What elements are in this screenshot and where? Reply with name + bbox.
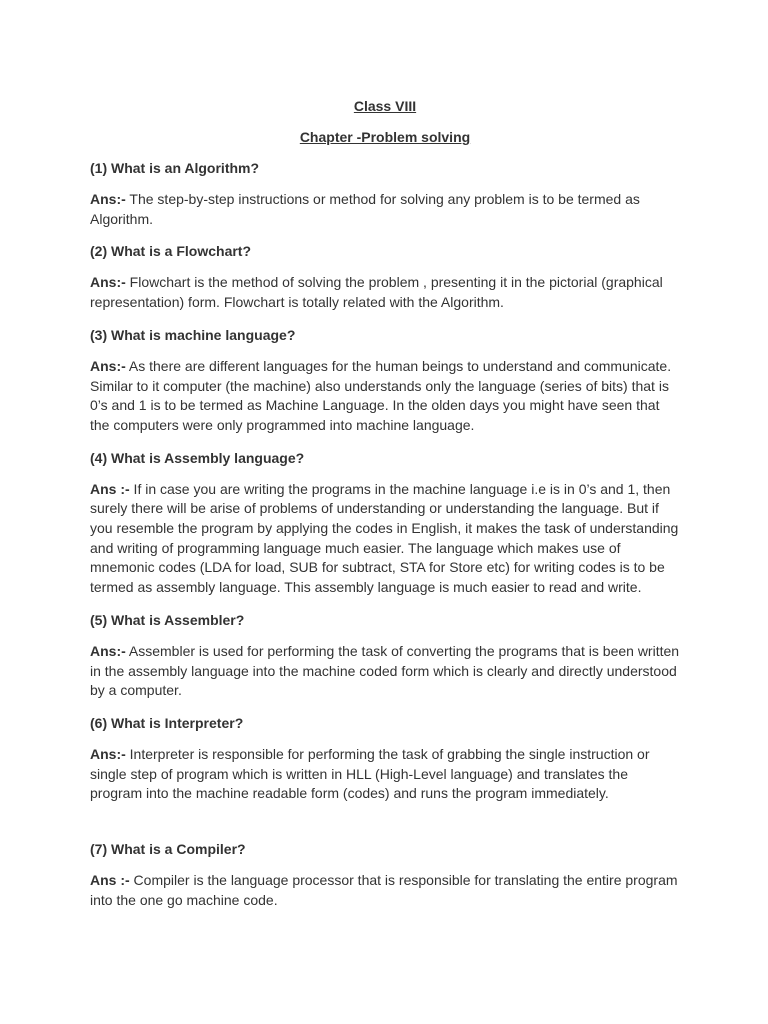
question-text: (1) What is an Algorithm?: [90, 160, 260, 176]
answer-body: Assembler is used for performing the task of converting the programs that is been written in the assembly language into the machine coded form which is clearly and directly understood by a computer.: [90, 642, 680, 699]
document-page: [90, 96, 680, 922]
chapter-title: Chapter -Problem solving: [299, 129, 471, 145]
blank-line: [90, 816, 680, 839]
question-text: (5) What is Assembler?: [90, 611, 245, 628]
answer-prefix: Ans:-: [90, 274, 126, 291]
qa-item-1: [90, 158, 680, 229]
answer-text: [90, 480, 680, 598]
question-text: (6) What is Interpreter?: [90, 714, 244, 731]
answer-prefix: Ans:-: [90, 745, 126, 762]
question-text: (4) What is Assembly language?: [90, 449, 305, 466]
answer-body: The step-by-step instructions or method for solving any problem is to be termed as Algorithm.: [90, 191, 640, 227]
answer-body: Flowchart is the method of solving the problem , presenting it in the pictorial (graphical representation) form. Flowchart is totally related with the Algorithm.: [90, 274, 663, 311]
class-title: Class VIII: [353, 98, 417, 114]
answer-text: [90, 871, 680, 910]
qa-item-5: [90, 610, 680, 701]
answer-text: [90, 745, 680, 804]
qa-item-7: [90, 839, 680, 910]
answer-text: [90, 273, 680, 312]
answer-prefix: Ans:-: [90, 357, 126, 374]
qa-item-6: [90, 713, 680, 804]
answer-body: As there are different languages for the human beings to understand and communicate. Similar to it computer (the machine) also understands only the language (series of bits) that is 0’s and 1 is to be termed as Machine Language. In the olden days you might have seen that the computers were only programmed into machine language.: [90, 357, 672, 433]
qa-item-3: [90, 325, 680, 436]
answer-body: If in case you are writing the programs in the machine language i.e is in 0’s and 1, then surely there will be arise of problems of understanding or understanding the language. But if you resemble the program by applying the codes in English, it makes the task of understanding and writing of programming language much easier. The language which makes use of mnemonic codes (LDA for load, SUB for subtract, STA for Store etc) for writing codes is to be termed as assembly language. This assembly language is much easier to read and write.: [90, 480, 679, 596]
qa-item-2: [90, 241, 680, 312]
answer-prefix: Ans :-: [90, 872, 130, 889]
answer-text: [90, 642, 680, 701]
answer-prefix: Ans:-: [90, 191, 126, 207]
question-text: (3) What is machine language?: [90, 326, 296, 343]
answer-body: Interpreter is responsible for performing the task of grabbing the single instruction or single step of program which is written in HLL (High-Level language) and translates the program into the machine readable form (codes) and runs the program immediately.: [90, 745, 650, 802]
question-text: (7) What is a Compiler?: [90, 841, 246, 858]
answer-prefix: Ans :-: [90, 480, 130, 497]
answer-text: [90, 190, 680, 229]
answer-prefix: Ans:-: [90, 642, 126, 659]
question-text: (2) What is a Flowchart?: [90, 243, 252, 260]
answer-text: [90, 357, 680, 436]
answer-body: Compiler is the language processor that is responsible for translating the entire program into the one go machine code.: [90, 872, 678, 908]
qa-item-4: [90, 448, 680, 598]
